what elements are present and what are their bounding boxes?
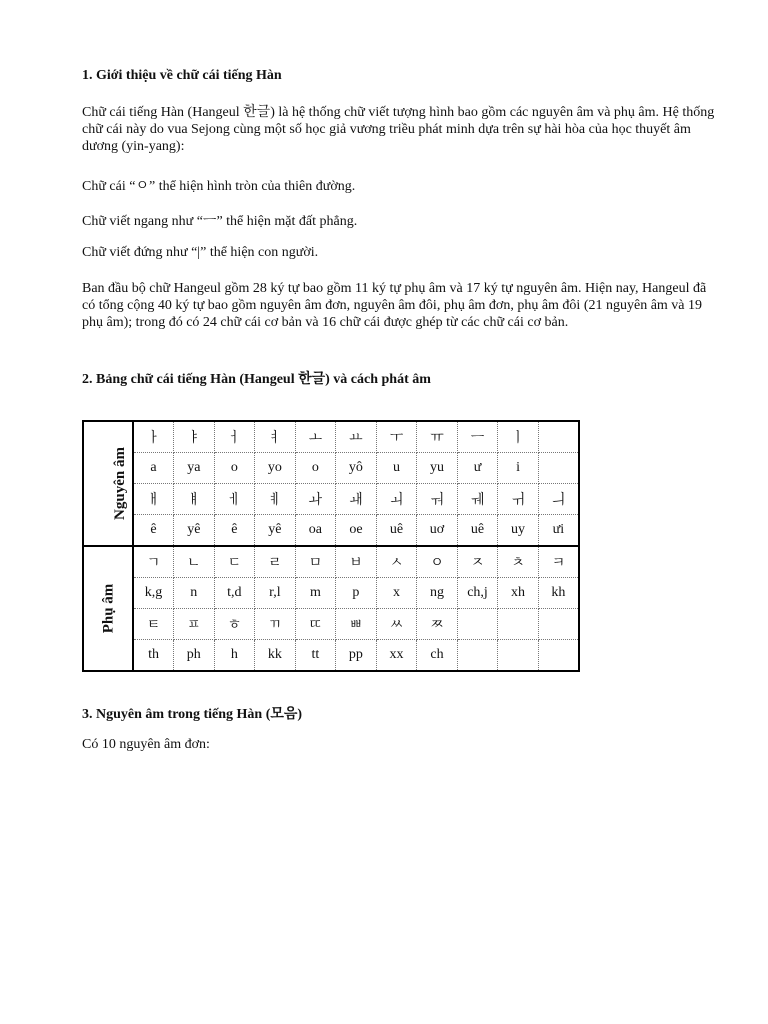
consonant-letter-cell: ㅆ <box>376 609 417 640</box>
vowel-letter-cell: ㅟ <box>498 484 539 515</box>
horizontal-line: Chữ viết ngang như “ㅡ” thể hiện mặt đất phẳng. <box>82 214 358 229</box>
vowel-row <box>83 484 579 515</box>
consonant-letter-cell: ㄱ <box>133 546 174 578</box>
consonant-pronunciation-cell: x <box>376 578 417 609</box>
consonant-pronunciation-cell: r,l <box>255 578 296 609</box>
consonant-letter-cell: ㅅ <box>376 546 417 578</box>
consonant-letter-cell: ㄴ <box>174 546 215 578</box>
vowel-pronunciation-cell: yu <box>417 453 458 484</box>
vowel-letter-cell: ㅡ <box>457 421 498 453</box>
vertical-line: Chữ viết đứng như “|” thể hiện con người. <box>82 245 319 260</box>
consonant-pronunciation-cell: xx <box>376 640 417 672</box>
consonant-pronunciation-cell: n <box>174 578 215 609</box>
consonant-letter-cell: ㅈ <box>457 546 498 578</box>
section-2-heading: 2. Bảng chữ cái tiếng Hàn (Hangeul 한글) và cách phát âm <box>82 372 431 387</box>
vowel-letter-cell: ㅘ <box>295 484 336 515</box>
vowel-pronunciation-cell: ê <box>214 515 255 547</box>
vowel-row <box>83 515 579 547</box>
consonant-letter-cell: ㄸ <box>295 609 336 640</box>
vowel-pronunciation-cell: u <box>376 453 417 484</box>
consonant-pronunciation-cell: p <box>336 578 377 609</box>
hangeul-table <box>82 420 580 672</box>
vowel-letter-cell <box>538 421 579 453</box>
vowel-pronunciation-cell: yê <box>174 515 215 547</box>
vowel-pronunciation-cell: o <box>214 453 255 484</box>
section-3-text: Có 10 nguyên âm đơn: <box>82 737 210 752</box>
vowel-pronunciation-cell: uơ <box>417 515 458 547</box>
vowel-group-label-cell <box>83 421 133 546</box>
consonant-pronunciation-cell: ph <box>174 640 215 672</box>
vowel-pronunciation-cell: i <box>498 453 539 484</box>
consonant-row <box>83 578 579 609</box>
vowel-pronunciation-cell: uê <box>376 515 417 547</box>
vowel-pronunciation-cell: yô <box>336 453 377 484</box>
vowel-pronunciation-cell: a <box>133 453 174 484</box>
consonant-row <box>83 546 579 578</box>
vowel-pronunciation-cell: oa <box>295 515 336 547</box>
vowel-letter-cell: ㅑ <box>174 421 215 453</box>
vowel-letter-cell: ㅚ <box>376 484 417 515</box>
consonant-pronunciation-cell <box>498 640 539 672</box>
vowel-pronunciation-cell: yo <box>255 453 296 484</box>
vowel-letter-cell: ㅕ <box>255 421 296 453</box>
section-1-heading: 1. Giới thiệu về chữ cái tiếng Hàn <box>82 68 282 83</box>
consonant-letter-cell: ㅁ <box>295 546 336 578</box>
consonant-letter-cell: ㅎ <box>214 609 255 640</box>
consonant-pronunciation-cell: ch <box>417 640 458 672</box>
vowel-pronunciation-cell: ê <box>133 515 174 547</box>
vowel-pronunciation-cell: o <box>295 453 336 484</box>
vowel-pronunciation-cell: uy <box>498 515 539 547</box>
consonant-pronunciation-cell: h <box>214 640 255 672</box>
vowel-letter-cell: ㅗ <box>295 421 336 453</box>
section-3-heading: 3. Nguyên âm trong tiếng Hàn (모음) <box>82 707 303 722</box>
intro-paragraph: Chữ cái tiếng Hàn (Hangeul 한글) là hệ thống chữ viết tượng hình bao gồm các nguyên âm và phụ âm. Hệ thống chữ cái này do vua Sejong cùng một số học giả vương triều phát minh dựa trên sự hài hòa của học thuyết âm dương (yin-yang): <box>82 105 715 154</box>
vowel-letter-cell: ㅙ <box>336 484 377 515</box>
vowel-letter-cell: ㅔ <box>214 484 255 515</box>
consonant-row <box>83 640 579 672</box>
vowel-letter-cell: ㅒ <box>174 484 215 515</box>
consonant-letter-cell: ㅍ <box>174 609 215 640</box>
consonant-pronunciation-cell: ng <box>417 578 458 609</box>
vowel-pronunciation-cell: yê <box>255 515 296 547</box>
consonant-pronunciation-cell: pp <box>336 640 377 672</box>
consonant-pronunciation-cell: xh <box>498 578 539 609</box>
consonant-group-label: Phụ âm <box>100 583 117 634</box>
vowel-letter-cell: ㅣ <box>498 421 539 453</box>
consonant-pronunciation-cell: t,d <box>214 578 255 609</box>
vowel-pronunciation-cell: ư <box>457 453 498 484</box>
consonant-row <box>83 609 579 640</box>
consonant-letter-cell: ㅇ <box>417 546 458 578</box>
consonant-letter-cell: ㅊ <box>498 546 539 578</box>
consonant-letter-cell: ㅋ <box>538 546 579 578</box>
vowel-letter-cell: ㅠ <box>417 421 458 453</box>
vowel-pronunciation-cell: uê <box>457 515 498 547</box>
consonant-pronunciation-cell: tt <box>295 640 336 672</box>
vowel-letter-cell: ㅞ <box>457 484 498 515</box>
consonant-letter-cell: ㄲ <box>255 609 296 640</box>
consonant-group-label-cell <box>83 546 133 671</box>
consonant-pronunciation-cell: ch,j <box>457 578 498 609</box>
vowel-letter-cell: ㅢ <box>538 484 579 515</box>
vowel-row <box>83 421 579 453</box>
vowel-letter-cell: ㅐ <box>133 484 174 515</box>
vowel-pronunciation-cell: oe <box>336 515 377 547</box>
history-paragraph: Ban đầu bộ chữ Hangeul gồm 28 ký tự bao gồm 11 ký tự phụ âm và 17 ký tự nguyên âm. Hiện nay, Hangeul đã có tổng cộng 40 ký tự bao gồm nguyên âm đơn, nguyên âm đôi, phụ âm đơn, phụ âm đôi (21 nguyên âm và 19 phụ âm); trong đó có 24 chữ cái cơ bản và 16 chữ cái được ghép từ các chữ cái cơ bản. <box>82 281 707 330</box>
consonant-pronunciation-cell: kh <box>538 578 579 609</box>
consonant-pronunciation-cell <box>457 640 498 672</box>
consonant-letter-cell <box>498 609 539 640</box>
vowel-group-label: Nguyên âm <box>111 447 128 520</box>
consonant-pronunciation-cell: k,g <box>133 578 174 609</box>
consonant-letter-cell <box>457 609 498 640</box>
vowel-row <box>83 453 579 484</box>
consonant-letter-cell: ㄹ <box>255 546 296 578</box>
vowel-letter-cell: ㅛ <box>336 421 377 453</box>
consonant-letter-cell <box>538 609 579 640</box>
vowel-letter-cell: ㅓ <box>214 421 255 453</box>
vowel-letter-cell: ㅏ <box>133 421 174 453</box>
consonant-letter-cell: ㅂ <box>336 546 377 578</box>
vowel-letter-cell: ㅖ <box>255 484 296 515</box>
consonant-pronunciation-cell: kk <box>255 640 296 672</box>
consonant-letter-cell: ㅃ <box>336 609 377 640</box>
vowel-letter-cell: ㅜ <box>376 421 417 453</box>
consonant-letter-cell: ㅉ <box>417 609 458 640</box>
consonant-pronunciation-cell <box>538 640 579 672</box>
consonant-letter-cell: ㅌ <box>133 609 174 640</box>
consonant-pronunciation-cell: th <box>133 640 174 672</box>
vowel-pronunciation-cell: ya <box>174 453 215 484</box>
consonant-pronunciation-cell: m <box>295 578 336 609</box>
vowel-pronunciation-cell: ưi <box>538 515 579 547</box>
circle-line: Chữ cái “ㅇ” thể hiện hình tròn của thiên đường. <box>82 179 356 194</box>
consonant-letter-cell: ㄷ <box>214 546 255 578</box>
vowel-letter-cell: ㅝ <box>417 484 458 515</box>
vowel-pronunciation-cell <box>538 453 579 484</box>
